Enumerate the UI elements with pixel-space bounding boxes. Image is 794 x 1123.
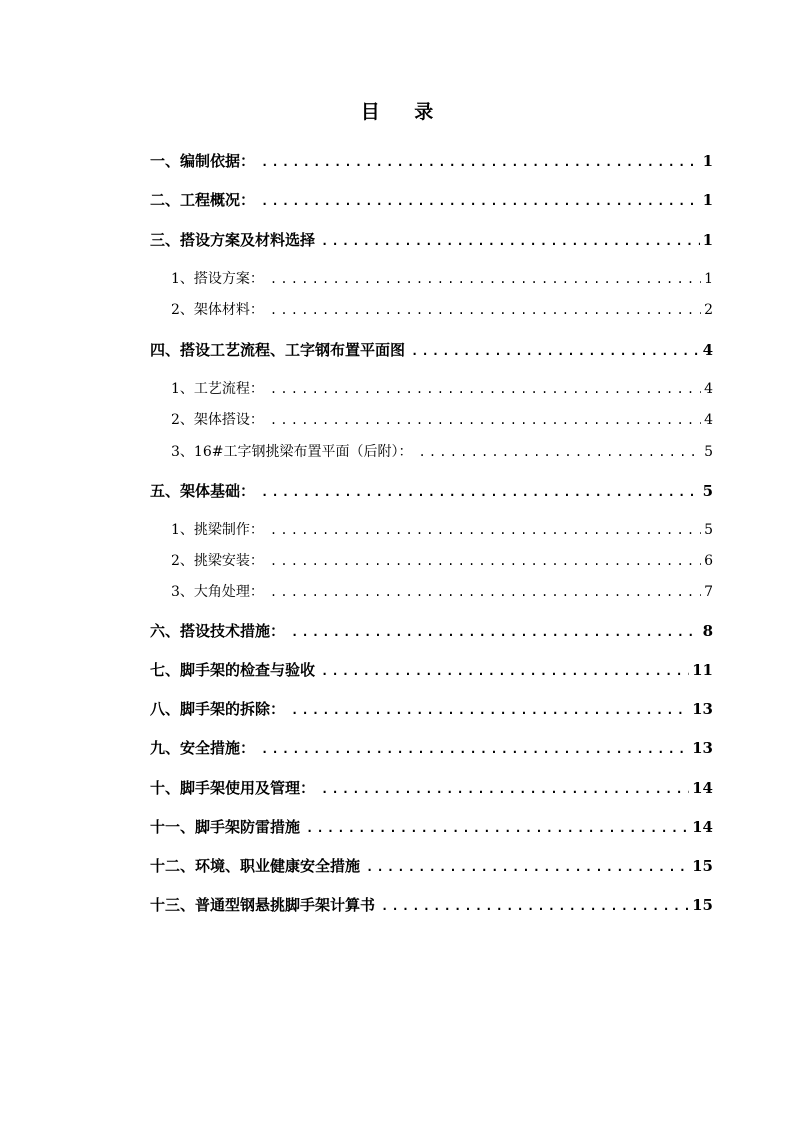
toc-entry-label: 四、搭设工艺流程、工字钢布置平面图 <box>150 341 406 359</box>
dot-leader <box>261 738 689 760</box>
toc-entry-label: 3、16#工字钢挑梁布置平面（后附）： <box>171 444 413 460</box>
toc-entry-page-number: 1 <box>702 231 713 249</box>
toc-entry-page-number: 5 <box>704 522 713 538</box>
toc-entry-page-number: 5 <box>704 444 713 460</box>
toc-entry-label: 六、搭设技术措施： <box>150 622 286 640</box>
toc-subsection-entry[interactable] <box>171 519 713 541</box>
toc-entry-page-number: 2 <box>704 302 713 318</box>
toc-entry-page-number: 1 <box>702 152 713 170</box>
toc-entry-label: 二、工程概况： <box>150 191 256 209</box>
toc-entry-label: 十、脚手架使用及管理： <box>150 779 316 797</box>
toc-entry-page-number: 14 <box>692 818 713 836</box>
dot-leader <box>270 299 701 321</box>
toc-section-entry[interactable] <box>150 620 713 642</box>
toc-entry-page-number: 5 <box>702 482 713 500</box>
toc-entry-label: 八、脚手架的拆除： <box>150 700 286 718</box>
toc-section-entry[interactable] <box>150 737 713 759</box>
dot-leader <box>291 621 700 643</box>
dot-leader <box>381 895 689 917</box>
toc-entry-page-number: 11 <box>692 661 713 679</box>
toc-entry-label: 三、搭设方案及材料选择 <box>150 231 316 249</box>
toc-entry-label: 3、大角处理： <box>171 584 264 600</box>
toc-section-entry[interactable] <box>150 777 713 799</box>
toc-entry-label: 1、搭设方案： <box>171 271 264 287</box>
toc-entry-page-number: 6 <box>704 553 713 569</box>
dot-leader <box>270 268 701 290</box>
dot-leader <box>291 699 689 721</box>
toc-section-entry[interactable] <box>150 339 713 361</box>
toc-entry-page-number: 4 <box>702 341 713 359</box>
dot-leader <box>270 378 701 400</box>
dot-leader <box>366 856 689 878</box>
toc-section-entry[interactable] <box>150 189 713 211</box>
toc-entry-page-number: 4 <box>704 412 713 428</box>
toc-entry-label: 七、脚手架的检查与验收 <box>150 661 316 679</box>
dot-leader <box>411 340 700 362</box>
toc-entry-label: 九、安全措施： <box>150 739 256 757</box>
toc-section-entry[interactable] <box>150 816 713 838</box>
toc-entry-label: 五、架体基础： <box>150 482 256 500</box>
toc-entry-page-number: 7 <box>704 584 713 600</box>
toc-section-entry[interactable] <box>150 698 713 720</box>
toc-entry-page-number: 15 <box>692 896 713 914</box>
dot-leader <box>321 778 689 800</box>
toc-subsection-entry[interactable] <box>171 441 713 463</box>
dot-leader <box>261 190 700 212</box>
toc-subsection-entry[interactable] <box>171 268 713 290</box>
toc-entry-label: 2、架体搭设： <box>171 412 264 428</box>
toc-entry-page-number: 1 <box>702 191 713 209</box>
toc-entry-label: 一、编制依据： <box>150 152 256 170</box>
toc-subsection-entry[interactable] <box>171 581 713 603</box>
dot-leader <box>261 481 700 503</box>
toc-entry-label: 十二、环境、职业健康安全措施 <box>150 857 361 875</box>
toc-entry-label: 十三、普通型钢悬挑脚手架计算书 <box>150 896 376 914</box>
toc-entry-page-number: 15 <box>692 857 713 875</box>
toc-entry-label: 2、挑梁安装： <box>171 553 264 569</box>
toc-entry-label: 1、工艺流程： <box>171 381 264 397</box>
toc-section-entry[interactable] <box>150 150 713 172</box>
toc-section-entry[interactable] <box>150 229 713 251</box>
toc-section-entry[interactable] <box>150 894 713 916</box>
toc-entry-label: 1、挑梁制作： <box>171 522 264 538</box>
toc-section-entry[interactable] <box>150 855 713 877</box>
toc-subsection-entry[interactable] <box>171 299 713 321</box>
toc-subsection-entry[interactable] <box>171 378 713 400</box>
dot-leader <box>418 441 701 463</box>
toc-entry-page-number: 1 <box>704 271 713 287</box>
dot-leader <box>270 409 701 431</box>
toc-entry-page-number: 4 <box>704 381 713 397</box>
dot-leader <box>321 230 700 252</box>
dot-leader <box>321 660 689 682</box>
toc-entry-label: 2、架体材料： <box>171 302 264 318</box>
dot-leader <box>270 550 701 572</box>
toc-subsection-entry[interactable] <box>171 409 713 431</box>
toc-entry-page-number: 8 <box>702 622 713 640</box>
dot-leader <box>261 151 700 173</box>
dot-leader <box>270 519 701 541</box>
dot-leader <box>270 581 701 603</box>
toc-entry-page-number: 13 <box>692 700 713 718</box>
toc-section-entry[interactable] <box>150 659 713 681</box>
toc-subsection-entry[interactable] <box>171 550 713 572</box>
toc-entry-label: 十一、脚手架防雷措施 <box>150 818 301 836</box>
page-title: 目 录 <box>360 101 448 123</box>
toc-entry-page-number: 13 <box>692 739 713 757</box>
dot-leader <box>306 817 689 839</box>
toc-entry-page-number: 14 <box>692 779 713 797</box>
toc-section-entry[interactable] <box>150 480 713 502</box>
